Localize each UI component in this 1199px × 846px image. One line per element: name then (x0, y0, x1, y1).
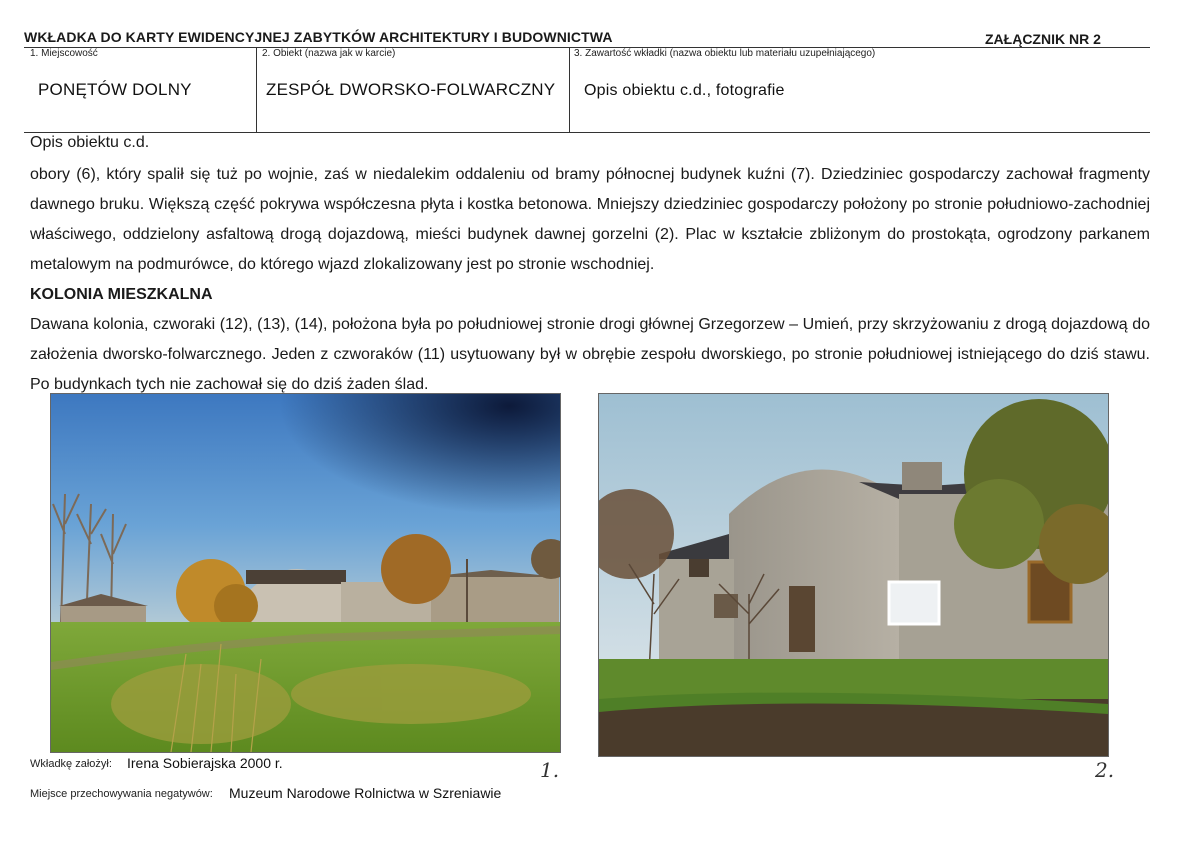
field-divider-1 (256, 47, 257, 132)
photo-2-number: 2. (1095, 758, 1115, 782)
paragraph-colony: Dawana kolonia, czworaki (12), (13), (14), położona była po południowej stronie drogi głównej Grzegorzew – Umień, przy skrzyżowaniu z drogą dojazdową do założenia dworsko-folwarcznego. Jeden z czworaków (11) usytuowany był w obrębie zespołu dworskiego, po stronie południowej istniejącego do dziś stawu. Po budynkach tych nie zachował się do dziś żaden ślad. (30, 316, 1150, 393)
photo-1-number: 1. (540, 758, 560, 782)
section-title: Opis obiektu c.d. (30, 134, 150, 151)
field-value-contents: Opis obiektu c.d., fotografie (584, 82, 785, 99)
author-label: Wkładkę założył: (30, 758, 112, 770)
heading-residential-colony: KOLONIA MIESZKALNA (30, 286, 213, 303)
field-label-contents: 3. Zawartość wkładki (nazwa obiektu lub materiału uzupełniającego) (574, 48, 876, 59)
field-divider-2 (569, 47, 570, 132)
author-value: Irena Sobierajska 2000 r. (127, 755, 283, 771)
fields-bottom-rule (24, 132, 1150, 133)
paragraph-farmyard: obory (6), który spalił się tuż po wojnie, zaś w niedalekim oddaleniu od bramy północnej budynek kuźni (7). Dziedziniec gospodarczy zachował fragmenty dawnego bruku. Większą część pokrywa współczesna płyta i kostka betonowa. Mniejszy dziedziniec gospodarczy położony po stronie południowo-zachodniej właściwego, oddzielony asfaltową drogą dojazdową, mieści budynek dawnej gorzelni (2). Plac w kształcie zbliżonym do prostokąta, ogrodzony parkanem metalowym na podmurówce, do którego wjazd zlokalizowany jest po stronie wschodniej. (30, 166, 1150, 273)
description-text (30, 160, 1150, 400)
photo-2-image (599, 394, 1108, 756)
field-label-object: 2. Obiekt (nazwa jak w karcie) (262, 48, 396, 59)
photo-1-image (51, 394, 560, 752)
photo-1 (50, 393, 561, 753)
field-value-locality: PONĘTÓW DOLNY (38, 80, 192, 99)
storage-label: Miejsce przechowywania negatywów: (30, 788, 213, 800)
storage-value: Muzeum Narodowe Rolnictwa w Szreniawie (229, 785, 502, 801)
field-label-locality: 1. Miejscowość (30, 48, 98, 59)
photo-2 (598, 393, 1109, 757)
annex-label: ZAŁĄCZNIK NR 2 (985, 31, 1101, 47)
field-value-object: ZESPÓŁ DWORSKO-FOLWARCZNY (266, 80, 556, 99)
document-title: WKŁADKA DO KARTY EWIDENCYJNEJ ZABYTKÓW ARCHITEKTURY I BUDOWNICTWA (24, 29, 613, 45)
